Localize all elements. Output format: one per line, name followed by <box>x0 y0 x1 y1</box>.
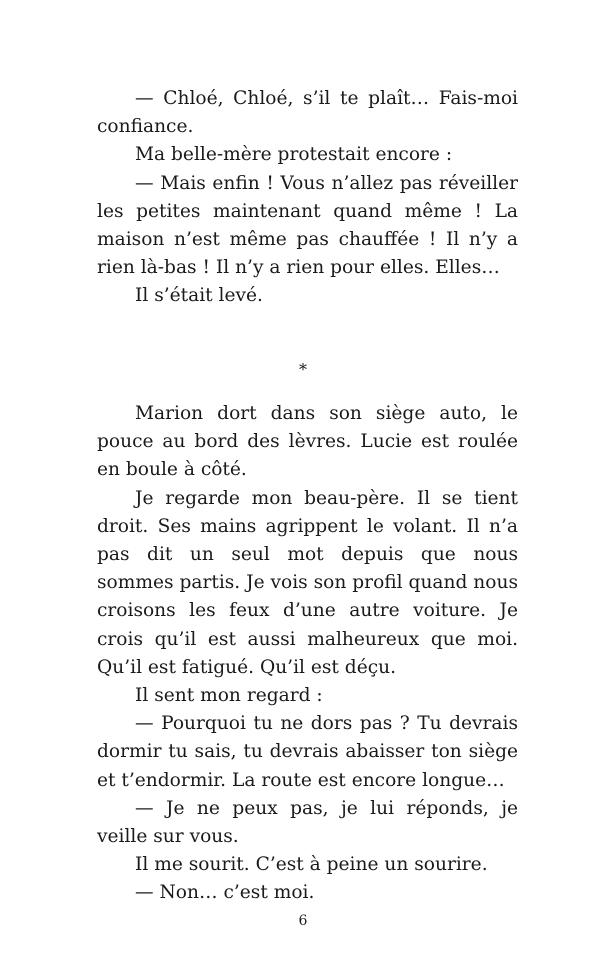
paragraph: Il s’était levé. <box>135 285 263 307</box>
paragraph: — Non… c’est moi. <box>135 882 315 904</box>
text-block-after-separator <box>97 400 518 908</box>
paragraph: — Pourquoi tu ne dors pas ? Tu devrais dormir tu sais, tu devrais abaisser ton siège et t’endormir. La route est encore longue… <box>97 713 518 791</box>
paragraph: Marion dort dans son siège auto, le pouce au bord des lèvres. Lucie est roulée en boule à côté. <box>97 403 518 481</box>
paragraph: Il sent mon regard : <box>135 685 323 707</box>
page-number: 6 <box>298 913 308 929</box>
paragraph: Je regarde mon beau-père. Il se tient droit. Ses mains agrippent le volant. Il n’a pas dit un seul mot depuis que nous sommes partis. Je vois son profil quand nous croisons les feux d’une autre voiture. Je crois qu’il est aussi malheureux que moi. Qu’il est fatigué. Qu’il est déçu. <box>97 487 518 678</box>
text-block-before-separator <box>97 85 518 311</box>
paragraph: Ma belle-mère protestait encore : <box>135 144 453 166</box>
section-separator: * <box>299 360 307 379</box>
paragraph: Il me sourit. C’est à peine un sourire. <box>135 854 488 876</box>
paragraph: — Chloé, Chloé, s’il te plaît… Fais-moi confiance. <box>97 88 518 138</box>
paragraph: — Mais enfin ! Vous n’allez pas réveiller les petites maintenant quand même ! La maison n’est même pas chauffée ! Il n’y a rien là-bas ! Il n’y a rien pour elles. Elles… <box>97 172 518 279</box>
paragraph: — Je ne peux pas, je lui réponds, je veille sur vous. <box>97 797 518 848</box>
